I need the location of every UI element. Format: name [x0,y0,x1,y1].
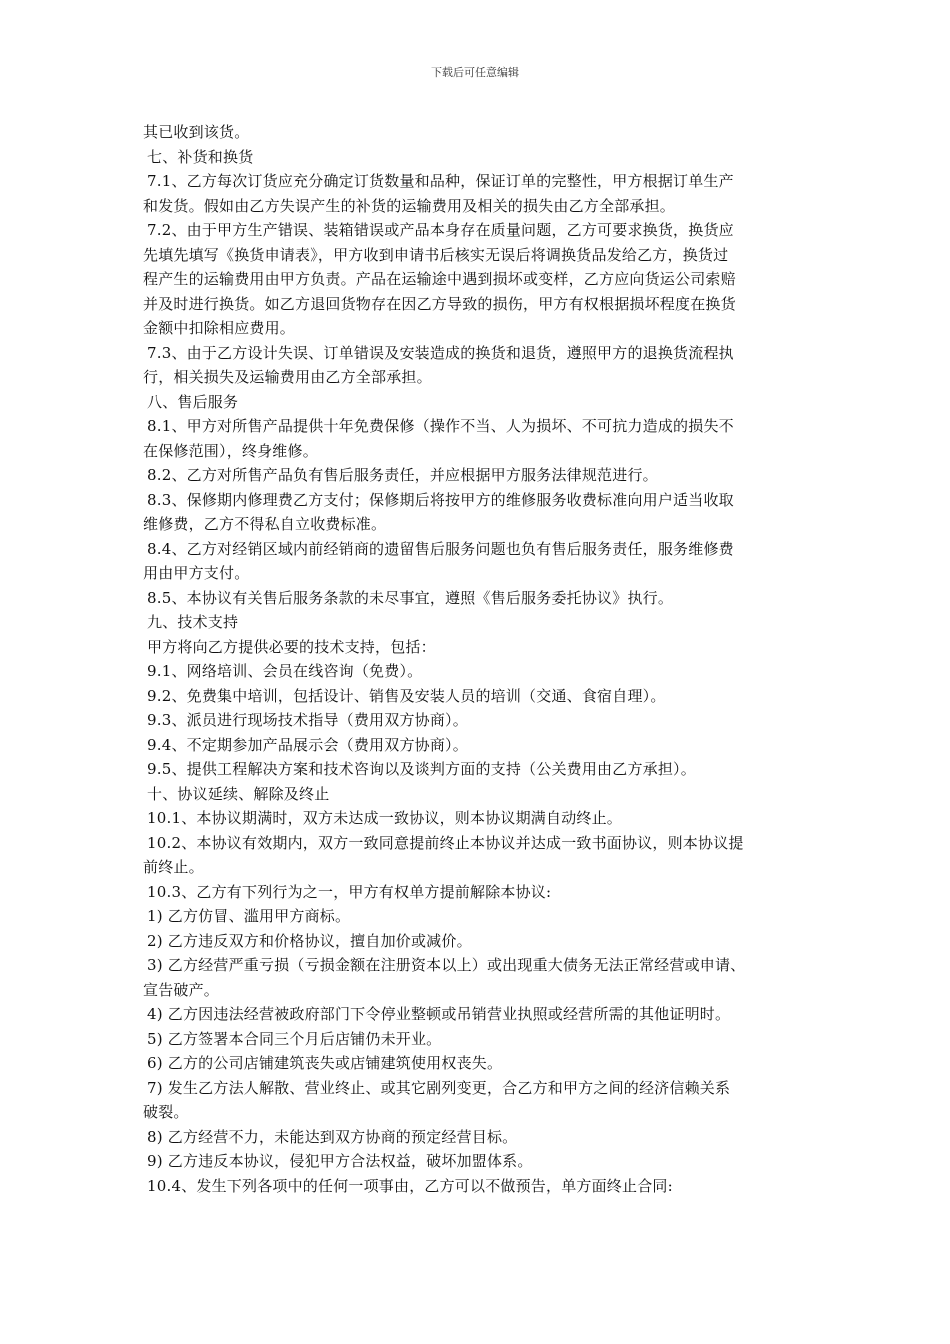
document-line: 10.1、本协议期满时，双方未达成一致协议，则本协议期满自动终止。 [147,809,623,827]
document-line: 8.4、乙方对经销区域内前经销商的遗留售后服务问题也负有售后服务责任，服务维修费 [147,539,734,558]
document-line: 7.1、乙方每次订货应充分确定订货数量和品种，保证订单的完整性，甲方根据订单生产 [147,172,734,190]
document-line: 9.4、不定期参加产品展示会（费用双方协商）。 [147,735,468,754]
document-line: 9.1、网络培训、会员在线咨询（免费）。 [147,662,423,680]
document-line: 2) 乙方违反双方和价格协议，擅自加价或减价。 [147,931,472,950]
document-line: 10.2、本协议有效期内，双方一致同意提前终止本协议并达成一致书面协议，则本协议提 [147,833,744,852]
document-line: 9) 乙方违反本协议，侵犯甲方合法权益，破坏加盟体系。 [147,1152,533,1170]
document-line: 4) 乙方因违法经营被政府部门下令停业整顿或吊销营业执照或经营所需的其他证明时。 [147,1005,731,1023]
document-line: 9.3、派员进行现场技术指导（费用双方协商）。 [147,711,468,729]
document-line: 在保修范围），终身维修。 [143,441,318,460]
document-line: 十、协议延续、解除及终止 [147,784,330,803]
document-line: 7.2、由于甲方生产错误、装箱错误或产品本身存在质量问题，乙方可要求换货，换货应 [147,221,734,239]
document-line: 5) 乙方签署本合同三个月后店铺仍未开业。 [147,1029,442,1048]
document-body [143,120,823,1198]
document-line: 宣告破产。 [143,980,220,999]
document-line: 9.2、免费集中培训，包括设计、销售及安装人员的培训（交通、食宿自理）。 [147,686,666,705]
document-line: 7.3、由于乙方设计失误、订单错误及安装造成的换货和退货，遵照甲方的退换货流程执 [147,343,734,362]
document-line: 和发货。假如由乙方失误产生的补货的运输费用及相关的损失由乙方全部承担。 [143,196,676,215]
document-line: 8.1、甲方对所售产品提供十年免费保修（操作不当、人为损坏、不可抗力造成的损失不 [147,417,734,435]
document-line: 9.5、提供工程解决方案和技术咨询以及谈判方面的支持（公关费用由乙方承担）。 [147,760,696,778]
document-line: 3) 乙方经营严重亏损（亏损金额在注册资本以上）或出现重大债务无法正常经营或申请、 [147,956,746,974]
document-line: 七、补货和换货 [147,147,254,166]
document-line: 用由甲方支付。 [143,564,250,582]
document-line: 前终止。 [143,858,204,876]
document-line: 并及时进行换货。如乙方退回货物存在因乙方导致的损伤，甲方有权根据损坏程度在换货 [143,294,736,313]
document-line: 金额中扣除相应费用。 [143,319,296,337]
document-line: 八、售后服务 [147,392,239,411]
document-line: 8) 乙方经营不力，未能达到双方协商的预定经营目标。 [147,1127,518,1146]
document-line: 程产生的运输费用由甲方负责。产品在运输途中遇到损坏或变样，乙方应向货运公司索赔 [143,270,736,288]
document-line: 其已收到该货。 [143,123,250,141]
document-line: 6) 乙方的公司店铺建筑丧失或店铺建筑使用权丧失。 [147,1054,503,1072]
document-line: 先填先填写《换货申请表》，甲方收到申请书后核实无误后将调换货品发给乙方，换货过 [143,245,729,264]
document-line: 10.3、乙方有下列行为之一，甲方有权单方提前解除本协议: [147,882,552,901]
document-line: 10.4、发生下列各项中的任何一项事由，乙方可以不做预告，单方面终止合同: [147,1176,673,1195]
document-line: 8.5、本协议有关售后服务条款的未尽事宜，遵照《售后服务委托协议》执行。 [147,588,674,607]
document-line: 8.3、保修期内修理费乙方支付；保修期后将按甲方的维修服务收费标准向用户适当收取 [147,490,734,509]
document-line: 甲方将向乙方提供必要的技术支持，包括： [147,637,436,656]
document-line: 破裂。 [143,1103,189,1121]
document-line: 行，相关损失及运输费用由乙方全部承担。 [143,368,432,386]
document-line: 维修费，乙方不得私自立收费标准。 [143,515,387,533]
document-line: 7) 发生乙方法人解散、营业终止、或其它剧列变更，合乙方和甲方之间的经济信赖关系 [147,1078,731,1097]
document-line: 8.2、乙方对所售产品负有售后服务责任，并应根据甲方服务法律规范进行。 [147,466,658,484]
document-line: 1) 乙方仿冒、滥用甲方商标。 [147,907,351,925]
document-line: 九、技术支持 [147,613,239,631]
page-header: 下载后可任意编辑 [431,66,519,79]
